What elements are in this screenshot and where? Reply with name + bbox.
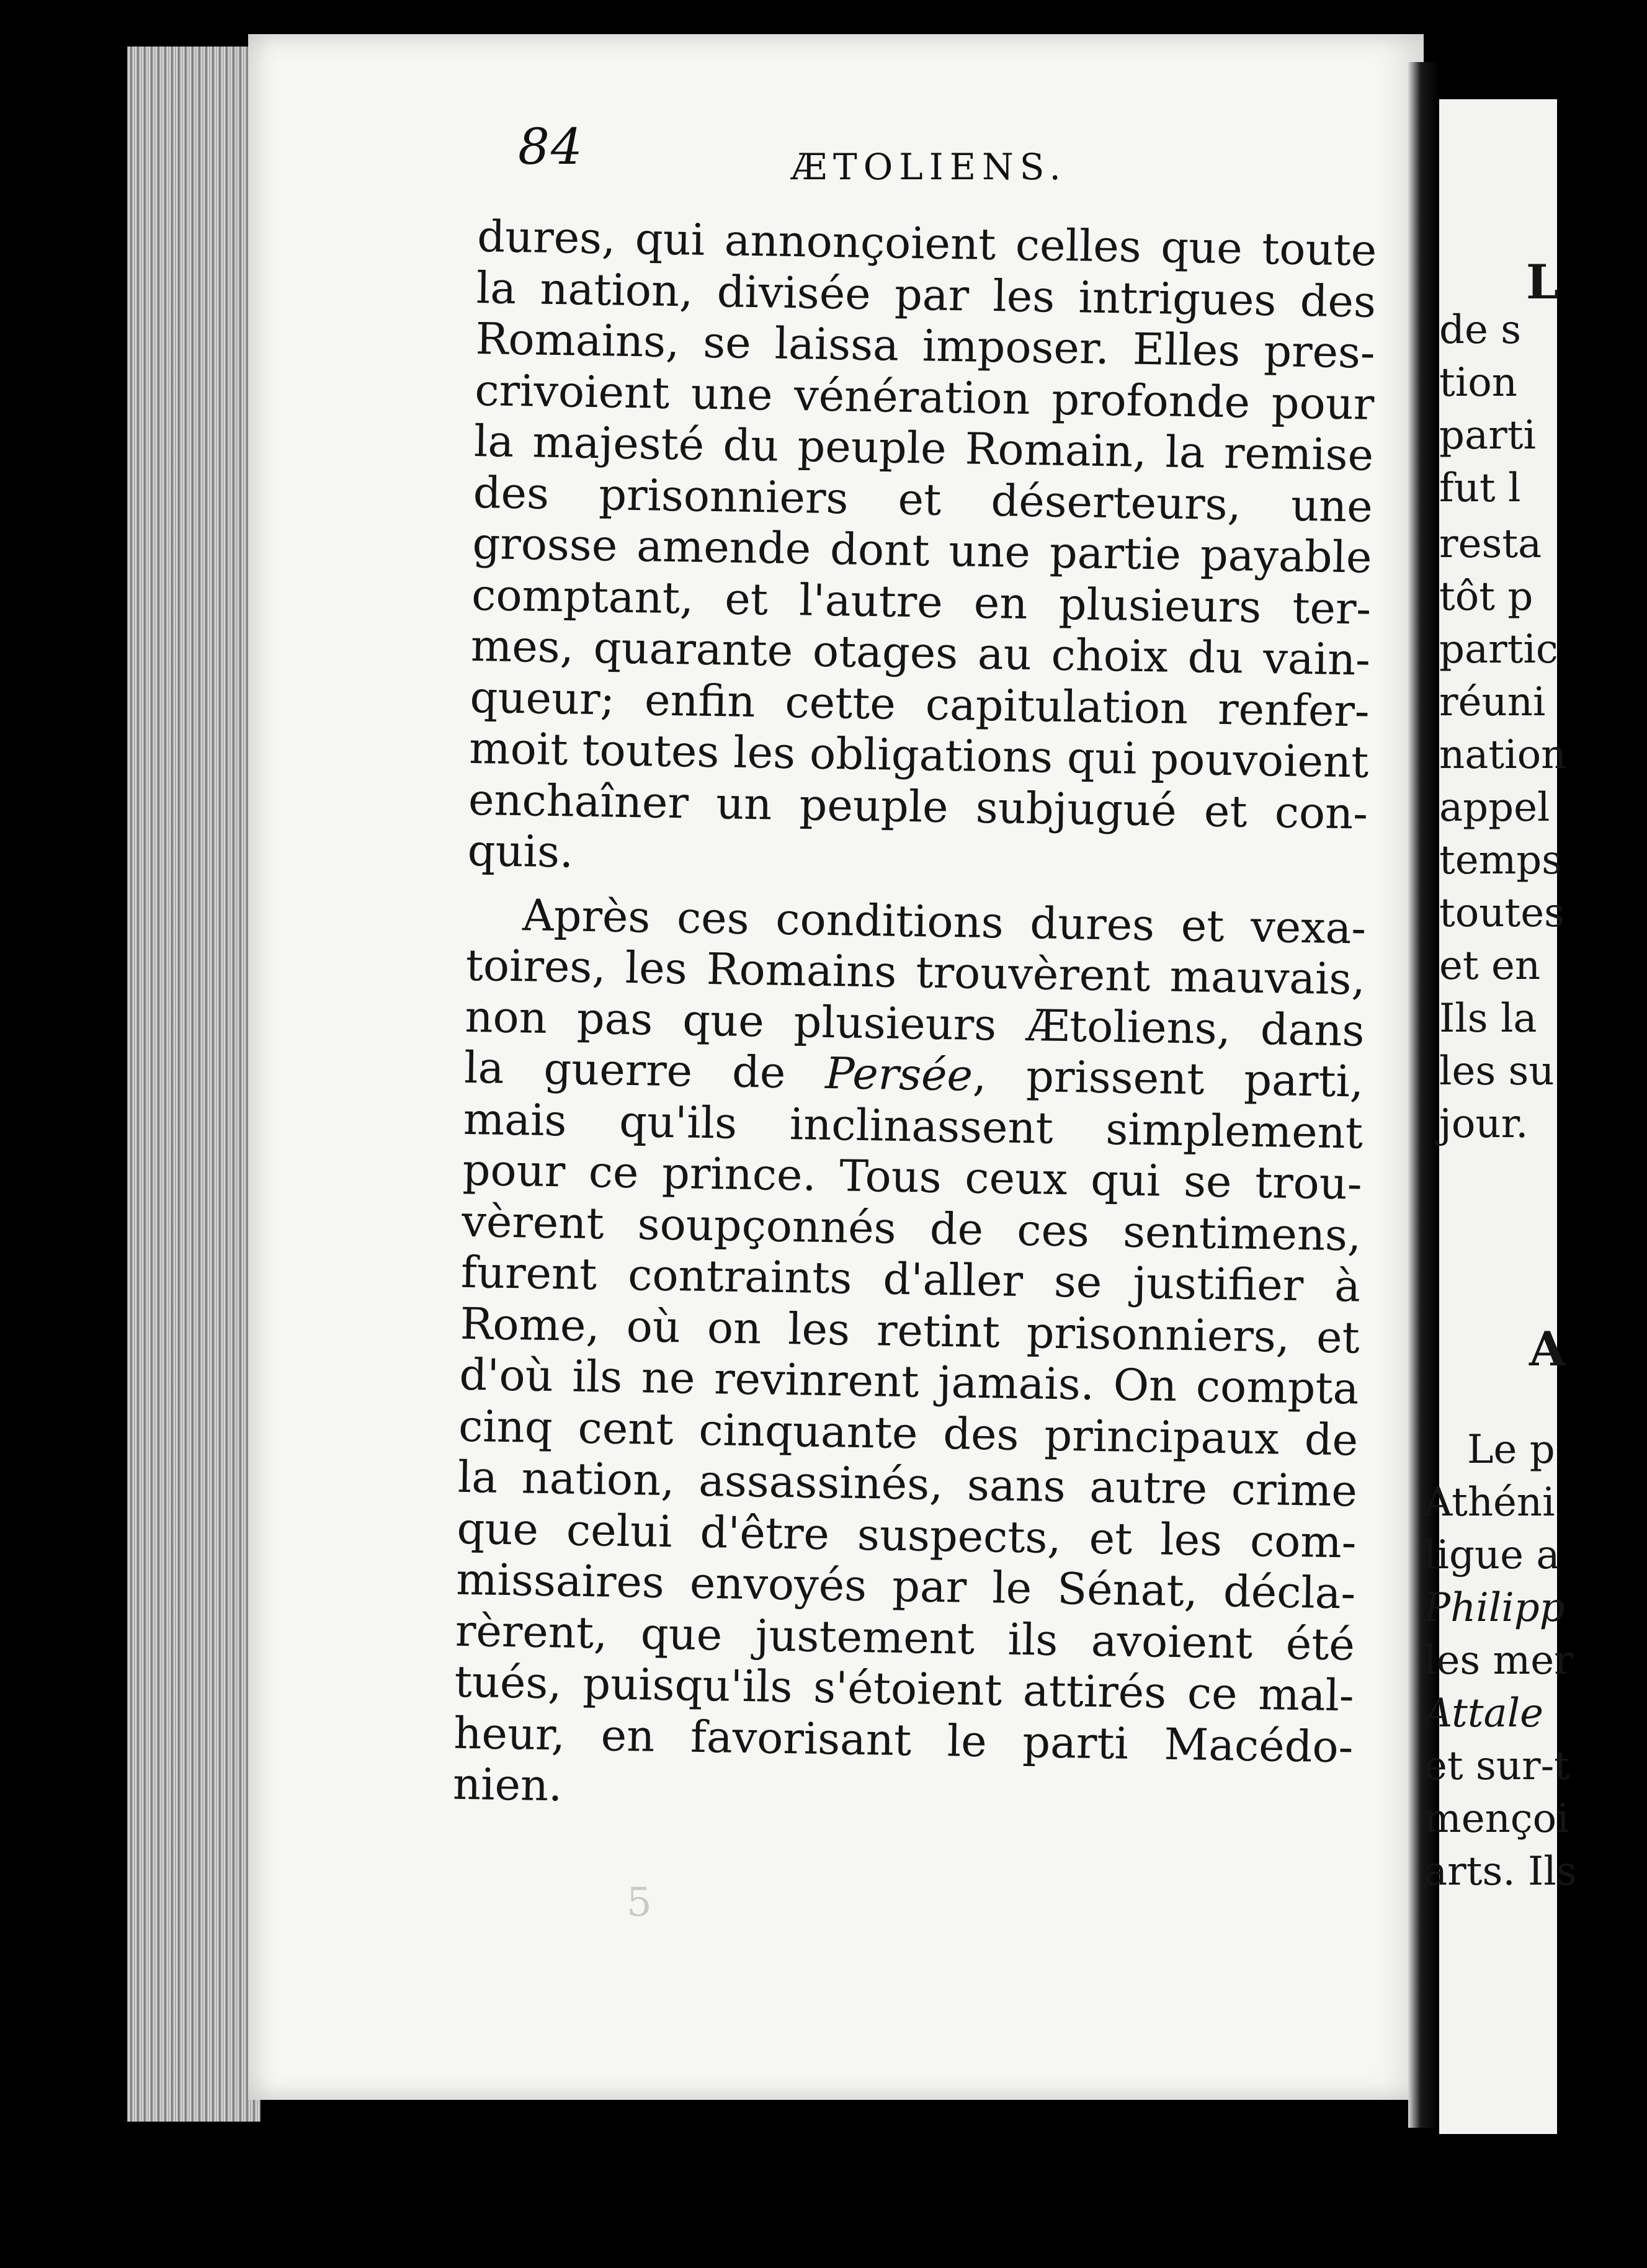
right-page-line: fut l xyxy=(1439,465,1521,511)
text-line: missaires envoyés par le Sénat, décla- xyxy=(455,1553,1356,1619)
signature-text: 5 xyxy=(627,1880,652,1926)
text-line: toires, les Romains trouvèrent mauvais, xyxy=(465,939,1366,1005)
right-page-line-italic: Attale xyxy=(1424,1690,1544,1736)
text-line: furent contraints d'aller se justifier à xyxy=(460,1246,1361,1312)
right-page-line: de s xyxy=(1439,307,1522,353)
text-fragment: , prissent parti, xyxy=(972,1050,1364,1107)
body-text xyxy=(453,211,1377,1824)
running-head: ÆTOLIENS. xyxy=(791,146,1067,188)
page-number: 84 xyxy=(518,118,584,176)
text-line: tués, puisqu'ils s'étoient attirés ce mal- xyxy=(454,1656,1355,1721)
text-line: Rome, où on les retint prisonniers, et xyxy=(460,1298,1360,1364)
right-page-line: Le p xyxy=(1467,1427,1555,1473)
italic-name-persee: Persée xyxy=(824,1047,973,1101)
text-line: que celui d'être suspects, et les com- xyxy=(457,1502,1357,1568)
text-line: heur, en favorisant le parti Macédo- xyxy=(453,1707,1354,1772)
text-line: cinq cent cinquante des principaux de xyxy=(458,1400,1359,1466)
right-page-line: nation xyxy=(1439,732,1567,778)
right-page-line: les su xyxy=(1439,1048,1555,1094)
text-line: la majesté du peuple Romain, la remise xyxy=(473,415,1374,481)
right-page-line: les mer xyxy=(1424,1638,1573,1684)
right-page-line: appel xyxy=(1439,785,1550,831)
right-page-line: temps xyxy=(1439,837,1563,883)
right-page-line: arts. Ils xyxy=(1424,1849,1577,1895)
right-page-line: parti xyxy=(1439,413,1536,458)
right-page-line: L xyxy=(1526,254,1560,310)
text-line: grosse amende dont une partie payable xyxy=(471,517,1373,583)
text-line: crivoient une vénération profonde pour xyxy=(474,364,1375,430)
text-line: nien. xyxy=(452,1758,563,1811)
text-line: enchaîner un peuple subjugué et con- xyxy=(468,774,1368,839)
right-page-line: Ils la xyxy=(1439,996,1537,1042)
text-line: vèrent soupçonnés de ces sentimens, xyxy=(461,1195,1362,1261)
right-page-line-italic: Philipp xyxy=(1424,1585,1565,1631)
text-line: mais qu'ils inclinassent simplement xyxy=(463,1093,1364,1159)
text-fragment: la guerre de xyxy=(463,1042,826,1099)
text-line: la nation, assassinés, sans autre crime xyxy=(457,1451,1358,1517)
right-page-line: resta xyxy=(1439,521,1542,567)
text-line: d'où ils ne revinrent jamais. On compta xyxy=(458,1349,1359,1414)
signature-mark xyxy=(627,1880,652,1926)
text-line: queur; enfin cette capitulation renfer- xyxy=(470,671,1370,737)
text-line: pour ce prince. Tous ceux qui se trou- xyxy=(462,1144,1363,1210)
text-line: la nation, divisée par les intrigues des xyxy=(476,262,1377,328)
text-line: comptant, et l'autre en plusieurs ter- xyxy=(471,569,1372,635)
text-line: non pas que plusieurs Ætoliens, dans xyxy=(464,991,1365,1056)
right-page-line: réuni xyxy=(1439,679,1546,725)
right-page-line: tôt p xyxy=(1439,574,1533,620)
paragraph-first-line: Après ces conditions dures et vexa- xyxy=(522,889,1367,954)
text-line: Romains, se laissa imposer. Elles pres- xyxy=(475,313,1376,378)
right-page-line: et sur-t xyxy=(1424,1743,1570,1789)
text-line: quis. xyxy=(467,824,574,878)
right-page-line: jour. xyxy=(1439,1101,1529,1147)
text-line: rèrent, que justement ils avoient été xyxy=(455,1605,1355,1670)
text-line: des prisonniers et déserteurs, une xyxy=(473,467,1373,532)
right-page-line: toutes xyxy=(1439,890,1564,936)
right-page-line: partic xyxy=(1439,627,1558,672)
right-page-line: mençoi xyxy=(1424,1796,1569,1842)
text-line: mes, quarante otages au choix du vain- xyxy=(470,620,1371,685)
text-line: moit toutes les obligations qui pouvoient xyxy=(468,722,1369,788)
right-page-line: ligue a xyxy=(1424,1532,1560,1578)
right-page-line: Athéni xyxy=(1424,1480,1555,1525)
text-line: dures, qui annonçoient celles que toute xyxy=(476,211,1377,276)
book-page-edges xyxy=(127,47,261,2122)
right-page-line: tion xyxy=(1439,360,1517,406)
right-page-heading: A xyxy=(1529,1321,1566,1377)
right-page-line: et en xyxy=(1439,943,1541,989)
